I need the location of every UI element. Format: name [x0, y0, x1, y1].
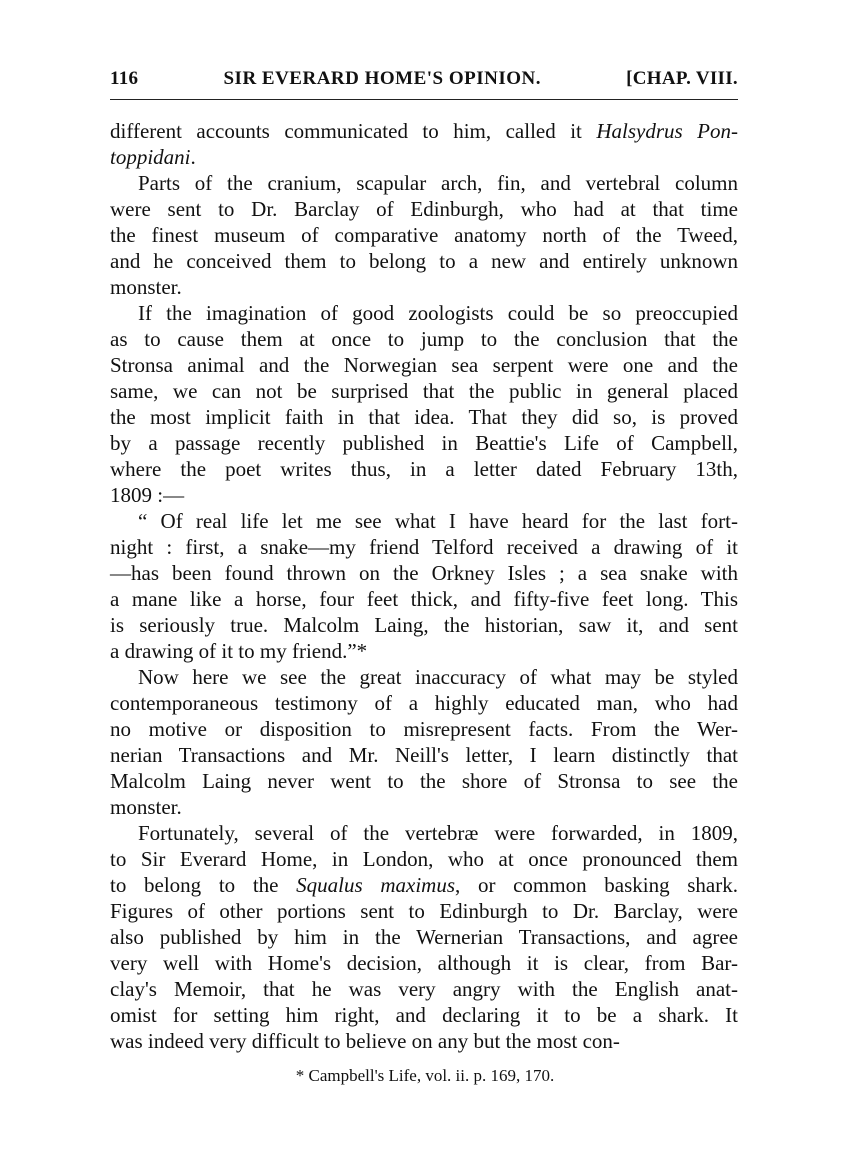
line-text: monster. [110, 795, 182, 819]
text-line [110, 768, 738, 794]
chapter-label: [CHAP. VIII. [626, 68, 738, 89]
line-text: —has been found thrown on the Orkney Isles ; a sea snake with [110, 561, 738, 585]
text-line [110, 430, 738, 456]
line-text: as to cause them at once to jump to the conclusion that the [110, 327, 738, 351]
line-text: the most implicit faith in that idea. That they did so, is proved [110, 405, 738, 429]
line-text: nerian Transactions and Mr. Neill's letter, I learn distinctly that [110, 743, 738, 767]
text-line [110, 326, 738, 352]
line-text: is seriously true. Malcolm Laing, the historian, saw it, and sent [110, 613, 738, 637]
italic-term: Halsydrus Pon- [596, 119, 738, 143]
line-text: also published by him in the Wernerian Transactions, and agree [110, 925, 738, 949]
text-line [110, 274, 738, 300]
text-line [110, 118, 738, 144]
text-line [110, 976, 738, 1002]
text-line [110, 170, 738, 196]
italic-term: toppidani [110, 145, 191, 169]
text-line [110, 378, 738, 404]
running-title: SIR EVERARD HOME'S OPINION. [223, 68, 542, 89]
text-line [110, 456, 738, 482]
page-number: 116 [110, 68, 139, 89]
text-line [110, 794, 738, 820]
line-text: contemporaneous testimony of a highly educated man, who had [110, 691, 738, 715]
line-text: monster. [110, 275, 182, 299]
line-text: omist for setting him right, and declaring it to be a shark. It [110, 1003, 738, 1027]
text-line [110, 586, 738, 612]
line-text: a drawing of it to my friend.”* [110, 639, 368, 663]
line-text: a mane like a horse, four feet thick, and fifty-five feet long. This [110, 587, 738, 611]
line-text: If the imagination of good zoologists could be so preoccupied [138, 301, 738, 325]
text-line [110, 924, 738, 950]
paragraph [110, 118, 738, 170]
text-line [110, 898, 738, 924]
text-line [110, 664, 738, 690]
text-line [110, 820, 738, 846]
italic-term: Squalus maximus [296, 873, 456, 897]
line-text: by a passage recently published in Beattie's Life of Campbell, [110, 431, 738, 455]
paragraph [110, 300, 738, 508]
header-rule [110, 99, 738, 100]
line-text: was indeed very difficult to believe on any but the most con- [110, 1029, 620, 1053]
line-text: Figures of other portions sent to Edinburgh to Dr. Barclay, were [110, 899, 738, 923]
text-line [110, 638, 738, 664]
text-line [110, 872, 738, 898]
text-line [110, 248, 738, 274]
text-line [110, 612, 738, 638]
text-line [110, 690, 738, 716]
text-line [110, 404, 738, 430]
line-text: clay's Memoir, that he was very angry with the English anat- [110, 977, 738, 1001]
line-text: no motive or disposition to misrepresent facts. From the Wer- [110, 717, 738, 741]
text-line [110, 716, 738, 742]
text-line [110, 1002, 738, 1028]
line-text: were sent to Dr. Barclay of Edinburgh, who had at that time [110, 197, 738, 221]
text-line [110, 144, 738, 170]
line-text: Parts of the cranium, scapular arch, fin, and vertebral column [138, 171, 738, 195]
paragraph [110, 170, 738, 300]
text-line [110, 482, 738, 508]
line-text: where the poet writes thus, in a letter dated February 13th, [110, 457, 738, 481]
text-line [110, 196, 738, 222]
line-text: Stronsa animal and the Norwegian sea serpent were one and the [110, 353, 738, 377]
text-line [110, 742, 738, 768]
line-text: 1809 :— [110, 483, 185, 507]
text-line [110, 846, 738, 872]
body-text [110, 118, 738, 1054]
text-line [110, 950, 738, 976]
line-text: Fortunately, several of the vertebræ were forwarded, in 1809, [138, 821, 738, 845]
text-line [110, 1028, 738, 1054]
line-text: the finest museum of comparative anatomy north of the Tweed, [110, 223, 738, 247]
line-text: same, we can not be surprised that the public in general placed [110, 379, 738, 403]
paragraph [110, 664, 738, 820]
line-text: , or common basking shark. [455, 873, 738, 897]
text-line [110, 508, 738, 534]
paragraph [110, 508, 738, 664]
footnote: * Campbell's Life, vol. ii. p. 169, 170. [295, 1066, 555, 1085]
line-text: Now here we see the great inaccuracy of what may be styled [138, 665, 738, 689]
line-text: . [190, 145, 196, 169]
text-line [110, 300, 738, 326]
line-text: to Sir Everard Home, in London, who at once pronounced them [110, 847, 738, 871]
line-text: to belong to the [110, 873, 297, 897]
text-line [110, 352, 738, 378]
line-text: different accounts communicated to him, called it [110, 119, 597, 143]
line-text: Malcolm Laing never went to the shore of Stronsa to see the [110, 769, 738, 793]
line-text: night : first, a snake—my friend Telford received a drawing of it [110, 535, 738, 559]
running-header [110, 68, 738, 90]
text-line [110, 534, 738, 560]
line-text: and he conceived them to belong to a new and entirely unknown [110, 249, 738, 273]
text-line [110, 560, 738, 586]
paragraph [110, 820, 738, 1054]
text-line [110, 222, 738, 248]
line-text: very well with Home's decision, although it is clear, from Bar- [110, 951, 738, 975]
line-text: “ Of real life let me see what I have heard for the last fort- [138, 509, 738, 533]
